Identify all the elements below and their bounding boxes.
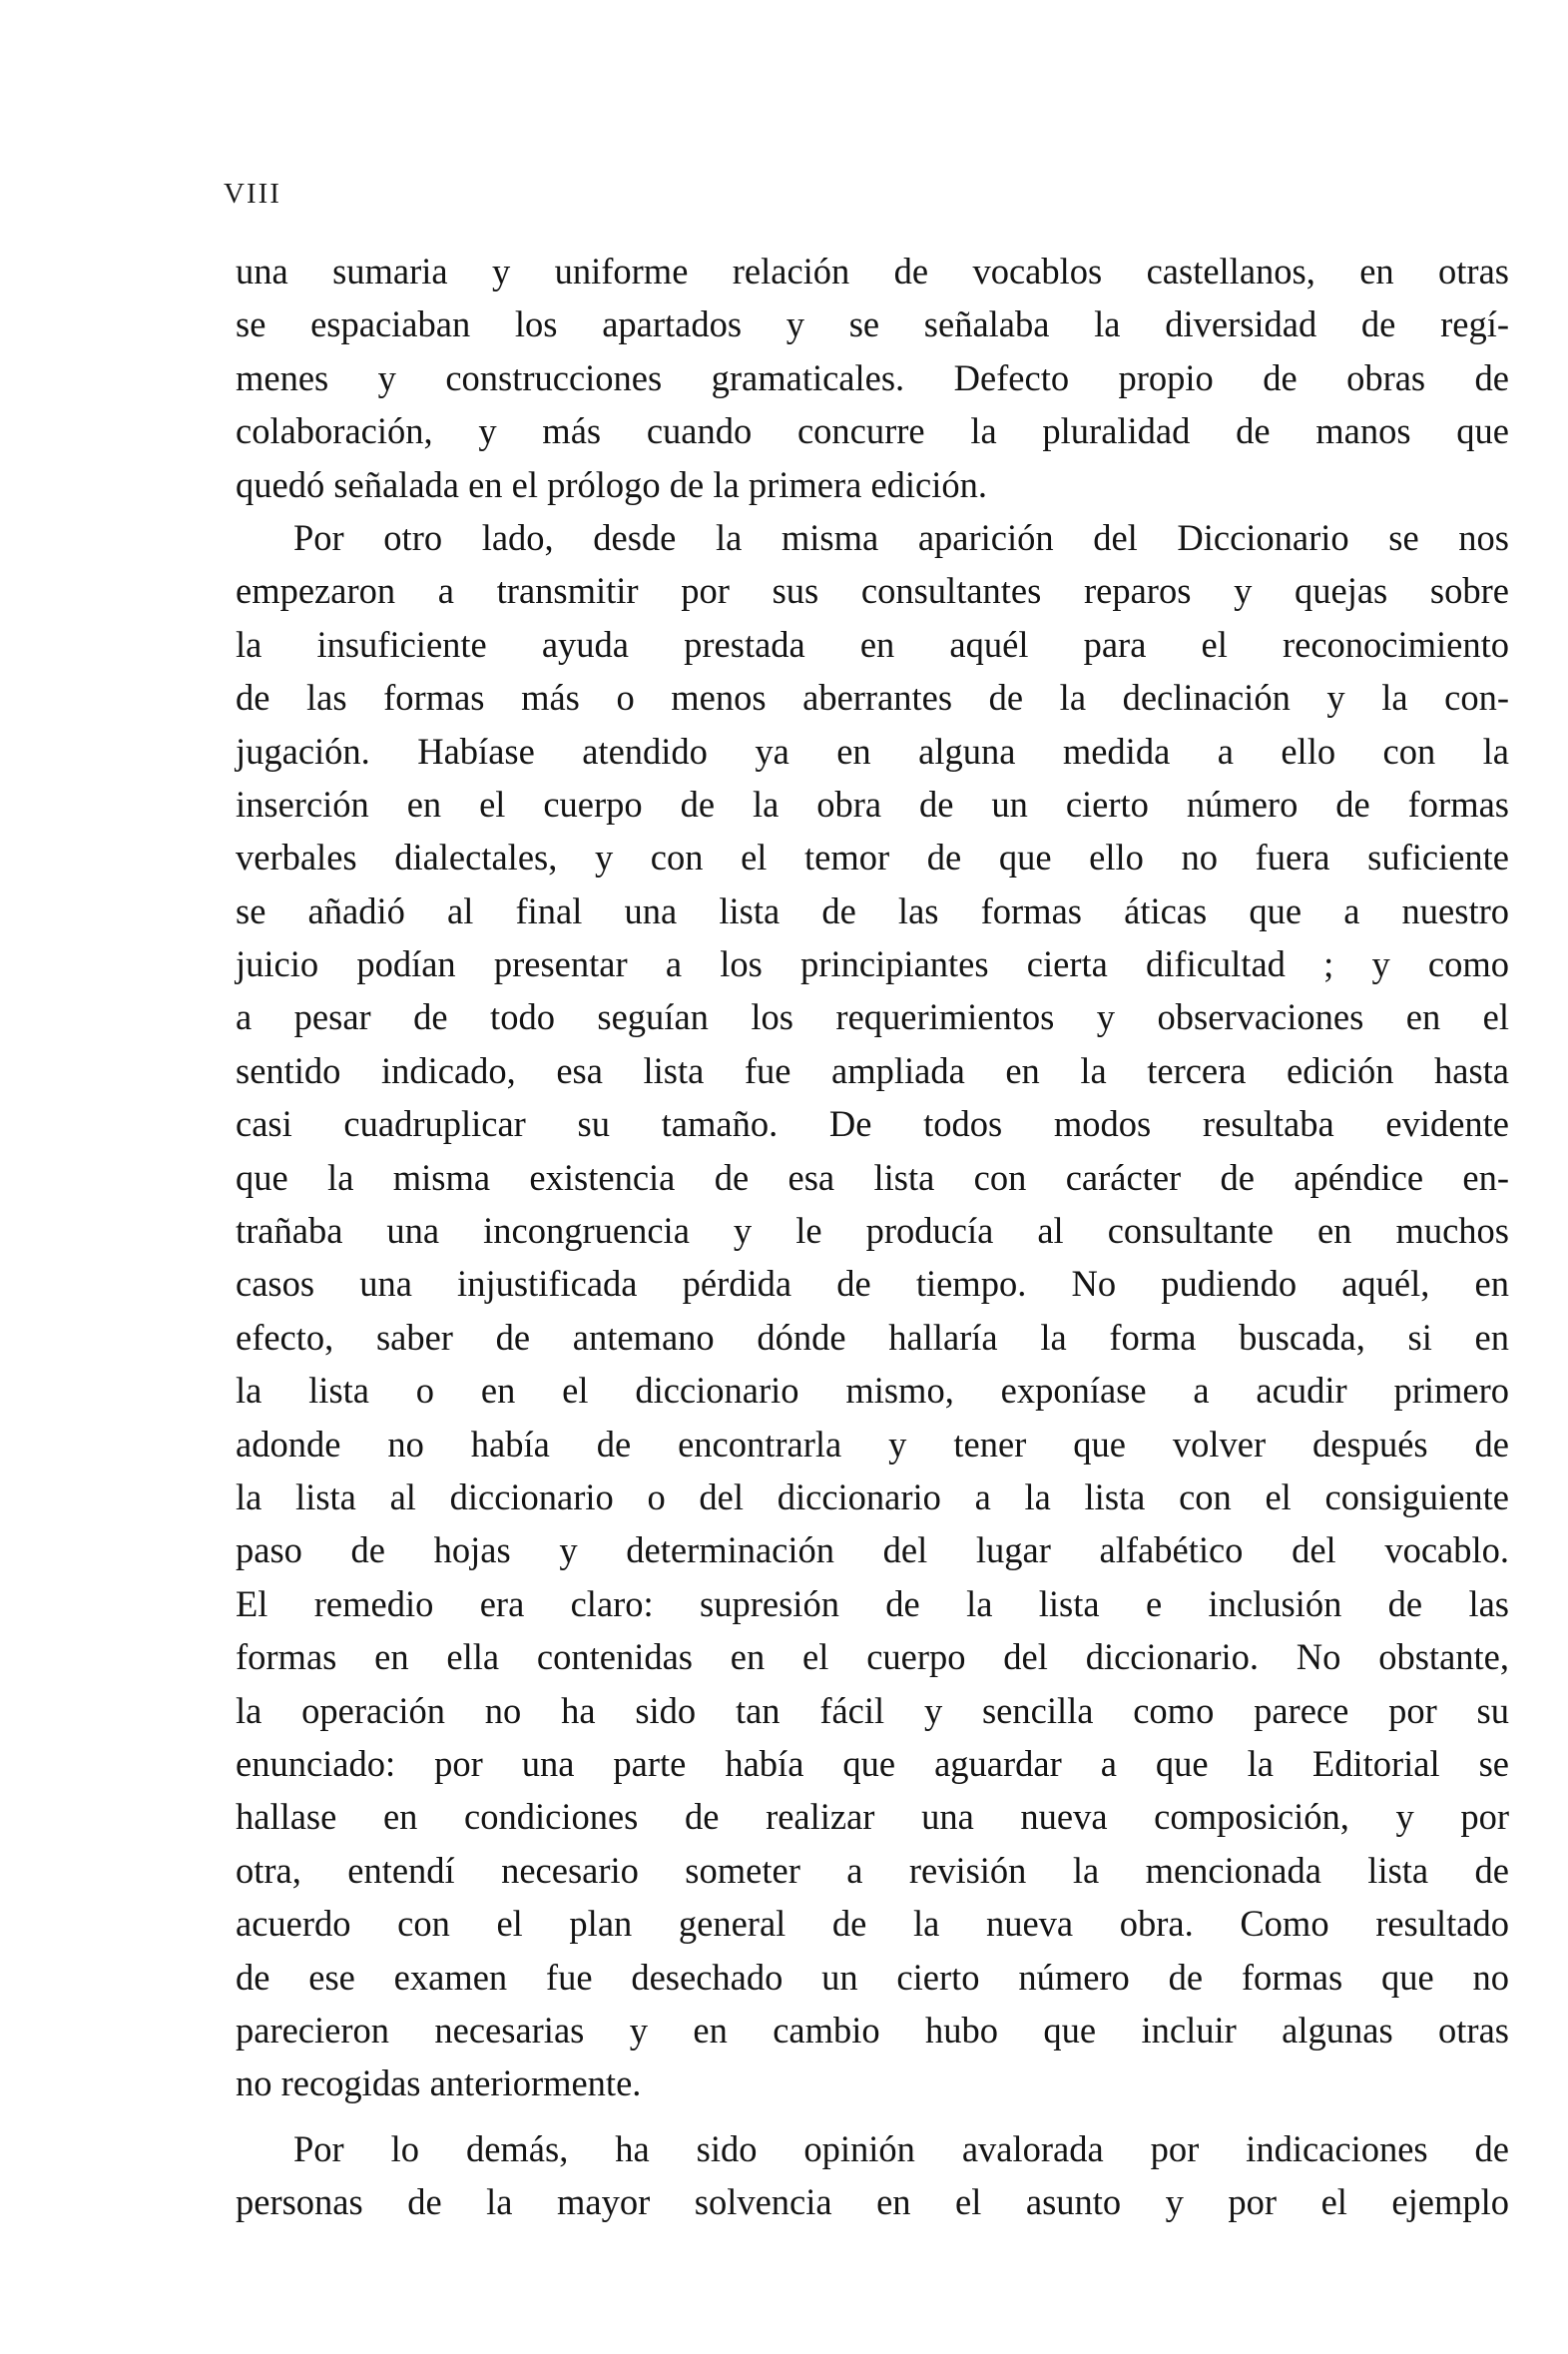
text-line: otra, entendí necesario someter a revisión la mencionada lista de [236,1849,1509,1891]
text-line: la operación no ha sido tan fácil y sencilla como parece por su [236,1689,1509,1731]
paragraph [236,511,1509,2110]
text-line: efecto, saber de antemano dónde hallaría la forma buscada, si en [236,1316,1509,1358]
text-line: casi cuadruplicar su tamaño. De todos modos resultaba evidente [236,1103,1509,1145]
text-line: formas en ella contenidas en el cuerpo del diccionario. No obstante, [236,1636,1509,1678]
text-line: trañaba una incongruencia y le producía al consultante en muchos [236,1210,1509,1252]
text-line: sentido indicado, esa lista fue ampliada en la tercera edición hasta [236,1049,1509,1091]
text-line: Por lo demás, ha sido opinión avalorada por indicaciones de [293,2127,1509,2169]
text-line: casos una injustificada pérdida de tiempo. No pudiendo aquél, en [236,1263,1509,1305]
text-line: de ese examen fue desechado un cierto número de formas que no [236,1956,1509,1998]
body-text [236,245,1509,2228]
text-line: la lista al diccionario o del diccionario a la lista con el consiguiente [236,1475,1509,1517]
text-line: colaboración, y más cuando concurre la pluralidad de manos que [236,410,1509,452]
text-line: la lista o en el diccionario mismo, exponíase a acudir primero [236,1370,1509,1412]
text-line: Por otro lado, desde la misma aparición del Diccionario se nos [293,516,1509,558]
text-line: se añadió al final una lista de las formas áticas que a nuestro [236,889,1509,931]
paragraph-gap [236,2110,1509,2122]
text-line: no recogidas anteriormente. [236,2062,642,2104]
text-line: menes y construcciones gramaticales. Defecto propio de obras de [236,356,1509,398]
text-line: juicio podían presentar a los principiantes cierta dificultad ; y como [236,943,1509,985]
text-line: la insuficiente ayuda prestada en aquél para el reconocimiento [236,623,1509,665]
text-line: que la misma existencia de esa lista con carácter de apéndice en- [236,1156,1509,1198]
text-line: jugación. Habíase atendido ya en alguna medida a ello con la [236,730,1509,772]
text-line: inserción en el cuerpo de la obra de un cierto número de formas [236,783,1509,825]
text-line: parecieron necesarias y en cambio hubo que incluir algunas otras [236,2009,1509,2051]
text-line: a pesar de todo seguían los requerimientos y observaciones en el [236,996,1509,1038]
page-number: VIII [224,178,281,210]
text-line: adonde no había de encontrarla y tener que volver después de [236,1423,1509,1465]
text-line: una sumaria y uniforme relación de vocablos castellanos, en otras [236,251,1509,292]
text-line: se espaciaban los apartados y se señalaba la diversidad de regí- [236,303,1509,345]
text-line: empezaron a transmitir por sus consultantes reparos y quejas sobre [236,570,1509,612]
text-line: quedó señalada en el prólogo de la primera edición. [236,463,988,505]
paragraph [236,2122,1509,2229]
paragraph [236,245,1509,511]
text-line: personas de la mayor solvencia en el asunto y por el ejemplo [236,2181,1509,2223]
text-line: de las formas más o menos aberrantes de la declinación y la con- [236,677,1509,719]
text-line: acuerdo con el plan general de la nueva obra. Como resultado [236,1903,1509,1945]
text-line: paso de hojas y determinación del lugar alfabético del vocablo. [236,1529,1509,1571]
text-line: hallase en condiciones de realizar una nueva composición, y por [236,1796,1509,1838]
text-line: El remedio era claro: supresión de la lista e inclusión de las [236,1582,1509,1624]
text-line: enunciado: por una parte había que aguardar a que la Editorial se [236,1742,1509,1784]
text-line: verbales dialectales, y con el temor de que ello no fuera suficiente [236,837,1509,879]
